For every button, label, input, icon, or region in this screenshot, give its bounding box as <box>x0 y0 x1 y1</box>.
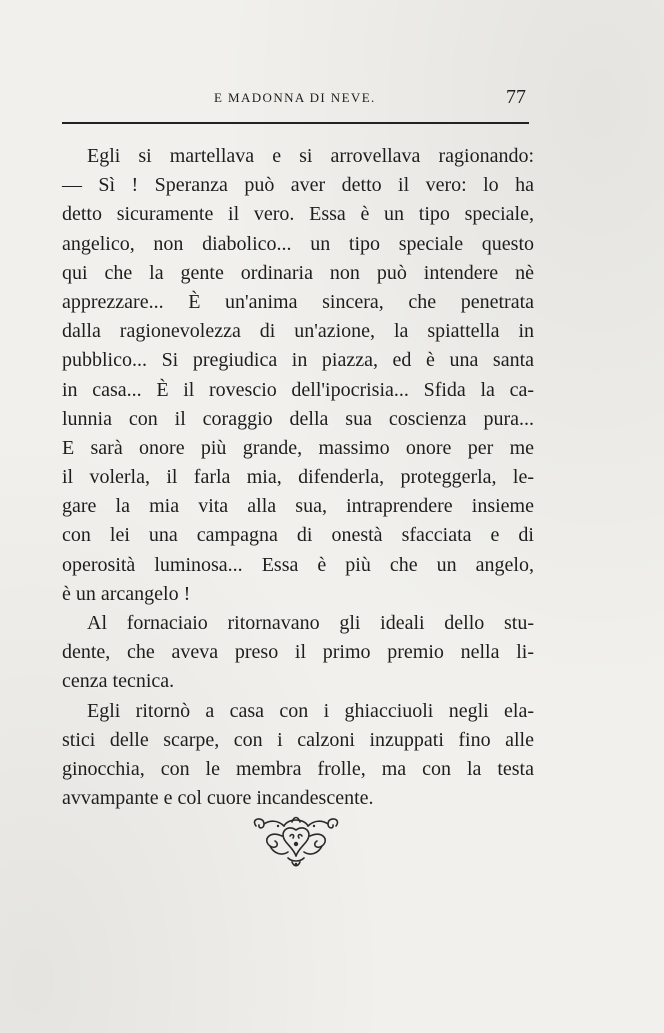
text-line: qui che la gente ordinaria non può intendere nè <box>62 261 534 284</box>
text-line: avvampante e col cuore incandescente. <box>62 787 374 810</box>
text-line: cenza tecnica. <box>62 670 175 693</box>
text-line: Egli ritornò a casa con i ghiacciuoli negli ela- <box>87 699 534 722</box>
text-line: operosità luminosa... Essa è più che un angelo, <box>62 553 534 576</box>
text-line: gare la mia vita alla sua, intraprendere insieme <box>62 495 534 518</box>
text-line: apprezzare... È un'anima sincera, che penetrata <box>62 290 534 313</box>
running-header <box>62 86 540 116</box>
text-line: è un arcangelo ! <box>62 582 191 605</box>
text-line: in casa... È il rovescio dell'ipocrisia... Sfida la ca- <box>62 378 534 401</box>
text-line: pubblico... Si pregiudica in piazza, ed è una santa <box>62 349 534 372</box>
text-line: con lei una campagna di onestà sfacciata e di <box>62 524 534 547</box>
body-text <box>62 142 534 813</box>
text-line: il volerla, il farla mia, difenderla, proteggerla, le- <box>62 466 534 489</box>
text-line: Al fornaciaio ritornavano gli ideali dello stu- <box>87 612 534 634</box>
text-line: detto sicuramente il vero. Essa è un tipo speciale, <box>62 203 534 226</box>
text-line: ginocchia, con le membra frolle, ma con la testa <box>62 757 534 780</box>
text-line: dalla ragionevolezza di un'azione, la spiattella in <box>62 320 534 343</box>
text-line: — Sì ! Speranza può aver detto il vero: lo ha <box>62 174 534 197</box>
text-line: Egli si martellava e si arrovellava ragionando: <box>87 145 534 167</box>
floral-scroll-ornament-icon <box>248 814 344 870</box>
header-rule <box>62 122 529 124</box>
running-title: E MADONNA DI NEVE. <box>214 90 376 105</box>
text-line: lunnia con il coraggio della sua coscienza pura... <box>62 407 534 430</box>
text-line: E sarà onore più grande, massimo onore per me <box>62 436 534 459</box>
text-line: angelico, non diabolico... un tipo speciale questo <box>62 232 534 255</box>
text-line: dente, che aveva preso il primo premio nella li- <box>62 641 534 664</box>
page-number: 77 <box>506 86 526 108</box>
text-line: stici delle scarpe, con i calzoni inzuppati fino alle <box>62 728 534 751</box>
